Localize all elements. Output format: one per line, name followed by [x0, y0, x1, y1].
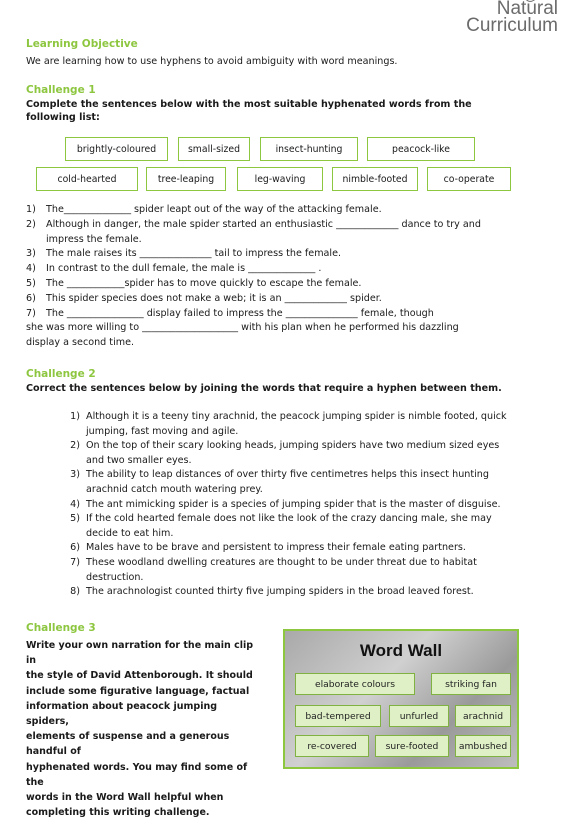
sentence-7-continuation-2: display a second time. [26, 337, 135, 349]
c2-sentence-5: 5) If the cold hearted female does not like the look of the crazy dancing male, she may decide to eat him. [70, 513, 492, 539]
challenge-2-sentences [62, 410, 522, 600]
sentence-6: 6) This spider species does not make a web; it is an _____________ spider. [26, 292, 382, 304]
c2-sentence-6: 6) Males have to be brave and persistent to impress their female eating partners. [70, 542, 466, 554]
word-box-brightly-coloured: brightly-coloured [65, 137, 168, 161]
sentence-3: 3) The male raises its _______________ tail to impress the female. [26, 248, 342, 260]
word-wall-chip-re-covered: re-covered [295, 735, 369, 757]
word-box-small-sized: small-sized [178, 137, 250, 161]
challenge-1-heading: Challenge 1 [26, 84, 96, 96]
word-box-cold-hearted: cold-hearted [36, 167, 138, 191]
c2-sentence-1: 1) Although it is a teeny tiny arachnid, the peacock jumping spider is nimble footed, quick jumping, fast moving and agile. [70, 411, 507, 437]
challenge-2-instruction: Correct the sentences below by joining the words that require a hyphen between them. [26, 383, 502, 394]
logo-line-1: Natural [496, 0, 558, 19]
word-box-peacock-like: peacock-like [367, 137, 475, 161]
word-wall-chip-sure-footed: sure-footed [375, 735, 449, 757]
word-wall-chip-elaborate-colours: elaborate colours [295, 673, 415, 695]
natural-curriculum-logo [446, 0, 558, 34]
word-wall-title: Word Wall [359, 641, 443, 660]
logo-line-2: Curriculum [466, 15, 558, 36]
word-box-co-operate: co-operate [427, 167, 511, 191]
word-wall-chip-arachnid: arachnid [455, 705, 511, 727]
sentence-2: 2) Although in danger, the male spider started an enthusiastic _____________ dance to try and [26, 218, 481, 230]
word-wall [283, 629, 519, 769]
learning-objective-heading: Learning Objective [26, 38, 138, 50]
sentence-1: 1) The______________ spider leapt out of the way of the attacking female. [26, 204, 382, 215]
challenge-2-heading: Challenge 2 [26, 368, 96, 380]
sentence-4: 4) In contrast to the dull female, the male is ______________ . [26, 263, 322, 275]
word-wall-chip-striking-fan: striking fan [431, 673, 511, 695]
c2-sentence-4: 4) The ant mimicking spider is a species of jumping spider that is the master of disguise. [70, 498, 501, 510]
sentence-7: 7) The ________________ display failed to impress the _______________ female, though [26, 307, 434, 319]
sentence-7-continuation: she was more willing to ____________________ with his plan when he performed his dazzling [26, 322, 459, 334]
word-box-tree-leaping: tree-leaping [146, 167, 226, 191]
word-box-insect-hunting: insect-hunting [260, 137, 358, 161]
word-box-leg-waving: leg-waving [237, 167, 323, 191]
word-wall-chip-unfurled: unfurled [389, 705, 449, 727]
challenge-1-sentences [26, 203, 526, 351]
word-wall-chip-bad-tempered: bad-tempered [295, 705, 381, 727]
word-box-nimble-footed: nimble-footed [332, 167, 418, 191]
c2-sentence-8: 8) The arachnologist counted thirty five jumping spiders in the broad leaved forest. [70, 586, 474, 598]
c2-sentence-2: 2) On the top of their scary looking heads, jumping spiders have two medium sized eyes and two smaller eyes. [70, 440, 500, 466]
challenge-1-instruction: Complete the sentences below with the most suitable hyphenated words from the following list: [26, 99, 472, 123]
sentence-5: 5) The ____________spider has to move quickly to escape the female. [26, 277, 362, 289]
word-wall-chip-ambushed: ambushed [455, 735, 511, 757]
challenge-3-text: Write your own narration for the main clip in the style of David Attenborough. It should include some figurative language, factual information about peacock jumping spiders, elements of suspense and a generous handful of hyphenated words. You may find some of the words in the Word Wall helpful when completing this writing challenge. [26, 640, 254, 819]
c2-sentence-7: 7) These woodland dwelling creatures are thought to be under threat due to habitat destruction. [70, 556, 477, 583]
challenge-3-heading: Challenge 3 [26, 622, 96, 634]
learning-objective-text: We are learning how to use hyphens to avoid ambiguity with word meanings. [26, 56, 398, 67]
c2-sentence-3: 3) The ability to leap distances of over thirty five centimetres helps this insect hunting arachnid catch mouth watering prey. [70, 469, 489, 495]
sentence-2-continuation: impress the female. [46, 233, 142, 245]
